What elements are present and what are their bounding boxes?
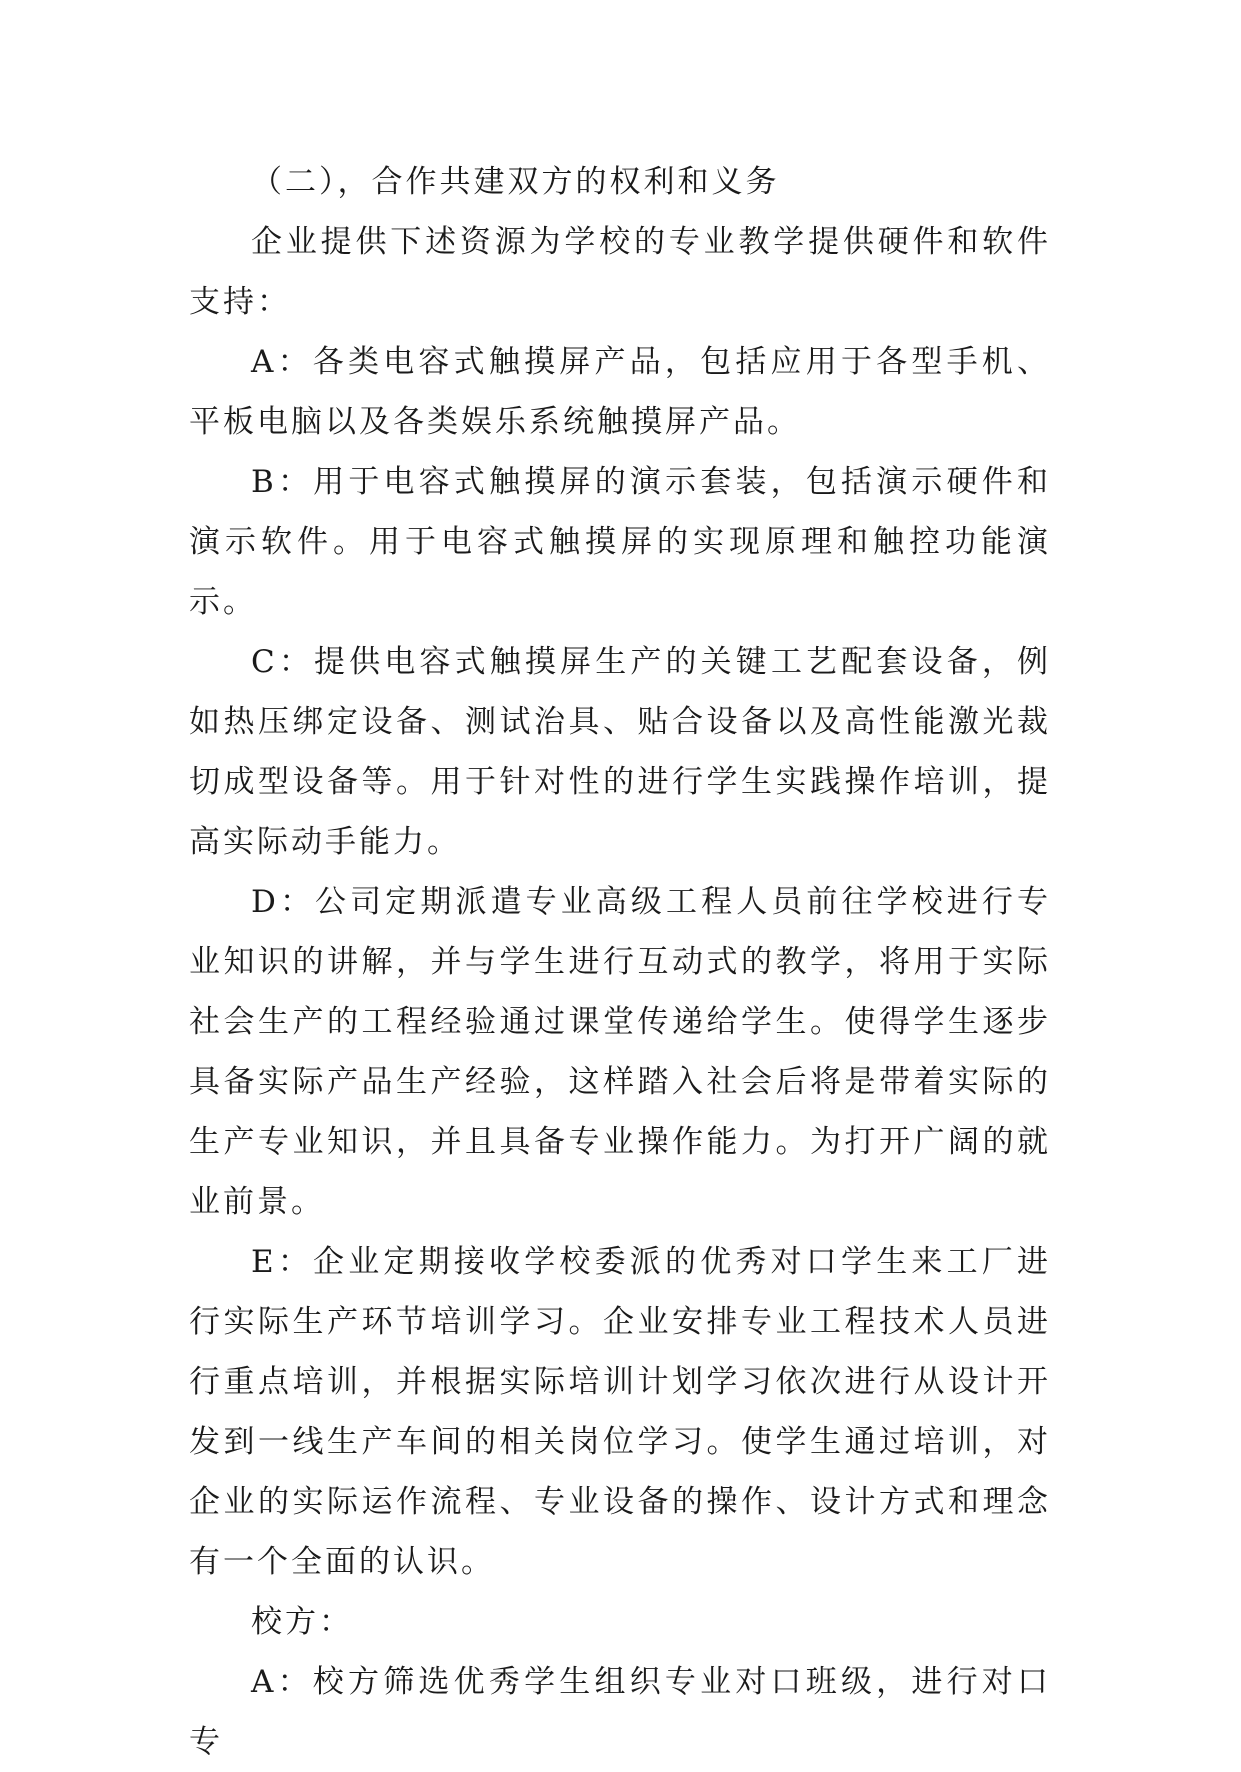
document-body bbox=[189, 152, 1051, 1772]
item-d-paragraph: D：公司定期派遣专业高级工程人员前往学校进行专业知识的讲解，并与学生进行互动式的教学，将用于实际社会生产的工程经验通过课堂传递给学生。使得学生逐步具备实际产品生产经验，这样踏入社会后将是带着实际的生产专业知识，并且具备专业操作能力。为打开广阔的就业前景。 bbox=[189, 884, 1051, 1220]
item-a-paragraph: A：各类电容式触摸屏产品，包括应用于各型手机、平板电脑以及各类娱乐系统触摸屏产品。 bbox=[189, 344, 1051, 440]
school-heading: 校方： bbox=[251, 1604, 353, 1640]
item-b-paragraph: B：用于电容式触摸屏的演示套装，包括演示硬件和演示软件。用于电容式触摸屏的实现原理和触控功能演示。 bbox=[189, 464, 1051, 620]
item-c-paragraph: C：提供电容式触摸屏生产的关键工艺配套设备，例如热压绑定设备、测试治具、贴合设备以及高性能激光裁切成型设备等。用于针对性的进行学生实践操作培训，提高实际动手能力。 bbox=[189, 644, 1051, 860]
school-item-a-paragraph: A：校方筛选优秀学生组织专业对口班级，进行对口专 bbox=[189, 1664, 1051, 1760]
item-e-paragraph: E：企业定期接收学校委派的优秀对口学生来工厂进行实际生产环节培训学习。企业安排专业工程技术人员进行重点培训，并根据实际培训计划学习依次进行从设计开发到一线生产车间的相关岗位学习。使学生通过培训，对企业的实际运作流程、专业设备的操作、设计方式和理念有一个全面的认识。 bbox=[189, 1244, 1051, 1580]
section-heading: （二），合作共建双方的权利和义务 bbox=[251, 164, 780, 200]
intro-paragraph: 企业提供下述资源为学校的专业教学提供硬件和软件支持： bbox=[189, 224, 1051, 320]
